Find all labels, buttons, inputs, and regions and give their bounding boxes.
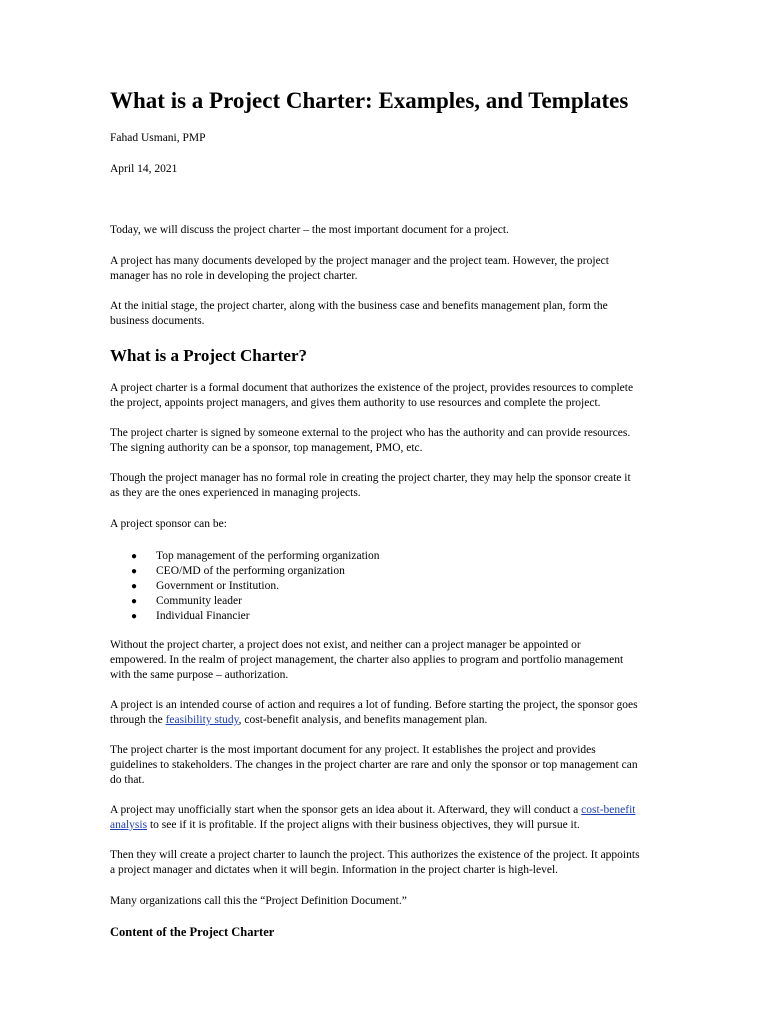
text-line: Though the project manager has no formal role in creating the project charter, they may help the sponsor create it <box>110 472 631 484</box>
text-line: Today, we will discuss the project charter – the most important document for a project. <box>110 224 509 236</box>
text-segment: A project may unofficially start when the sponsor gets an idea about it. Afterward, they will conduct a <box>110 804 582 816</box>
text-line <box>110 713 706 728</box>
intro-paragraph-2 <box>110 254 706 284</box>
text-segment: , cost-benefit analysis, and benefits management plan. <box>238 714 488 726</box>
sponsor-intro-paragraph <box>110 517 706 532</box>
text-line: The project charter is the most important document for any project. It establishes the project and provides <box>110 744 596 756</box>
text-line: the project, appoints project managers, and gives them authority to use resources and complete the project. <box>110 397 601 409</box>
text-line: A project charter is a formal document that authorizes the existence of the project, provides resources to complete <box>110 382 634 394</box>
section-heading-what-is-charter: What is a Project Charter? <box>110 346 308 365</box>
cost-benefit-analysis-link-continued[interactable]: analysis <box>110 819 148 831</box>
list-item-text: Top management of the performing organization <box>156 550 380 562</box>
section-heading-content: Content of the Project Charter <box>110 925 275 939</box>
text-line: a project manager and dictates when it will begin. Information in the project charter is high-level. <box>110 864 559 876</box>
definition-document-paragraph <box>110 894 706 909</box>
no-charter-paragraph <box>110 638 706 683</box>
text-segment: through the <box>110 714 166 726</box>
text-line: The signing authority can be a sponsor, top management, PMO, etc. <box>110 442 423 454</box>
unofficial-start-paragraph <box>110 803 706 833</box>
text-line: The project charter is signed by someone external to the project who has the authority and can provide resources. <box>110 427 631 439</box>
importance-paragraph <box>110 743 706 788</box>
text-line: Without the project charter, a project does not exist, and neither can a project manager be appointed or <box>110 639 581 651</box>
definition-paragraph <box>110 381 706 411</box>
intro-paragraph-1 <box>110 223 706 238</box>
list-item <box>110 564 379 579</box>
text-line: Many organizations call this the “Project Definition Document.” <box>110 895 407 907</box>
text-line: as they are the ones experienced in managing projects. <box>110 487 361 499</box>
pm-role-paragraph <box>110 471 706 501</box>
text-line: with the same purpose – authorization. <box>110 669 289 681</box>
text-line <box>110 803 706 818</box>
bullet-icon: ● <box>131 611 138 622</box>
text-line: guidelines to stakeholders. The changes in the project charter are rare and only the sponsor or top management can <box>110 759 638 771</box>
text-line: A project has many documents developed by the project manager and the project team. However, the project <box>110 255 609 267</box>
signing-paragraph <box>110 426 706 456</box>
list-item-text: Government or Institution. <box>156 580 279 592</box>
bullet-icon: ● <box>131 551 138 562</box>
text-line: do that. <box>110 774 145 786</box>
list-item-text: CEO/MD of the performing organization <box>156 565 345 577</box>
bullet-icon: ● <box>131 581 138 592</box>
text-line <box>110 818 706 833</box>
list-item <box>110 609 379 624</box>
launch-paragraph <box>110 848 706 878</box>
author-name: Fahad Usmani, PMP <box>110 132 206 144</box>
funding-paragraph <box>110 698 706 728</box>
feasibility-study-link[interactable]: feasibility study <box>165 714 239 726</box>
publish-date: April 14, 2021 <box>110 163 178 175</box>
text-line: business documents. <box>110 315 205 327</box>
list-item-text: Community leader <box>156 595 242 607</box>
list-item <box>110 594 379 609</box>
intro-paragraph-3 <box>110 299 706 329</box>
list-item <box>110 549 379 564</box>
text-line: empowered. In the realm of project management, the charter also applies to program and portfolio management <box>110 654 624 666</box>
text-line: A project is an intended course of action and requires a lot of funding. Before starting the project, the sponsor goes <box>110 699 638 711</box>
text-line: A project sponsor can be: <box>110 518 227 530</box>
article-title: What is a Project Charter: Examples, and Templates <box>110 88 629 113</box>
text-line: Then they will create a project charter to launch the project. This authorizes the existence of the project. It appoints <box>110 849 640 861</box>
list-item <box>110 579 379 594</box>
text-segment: to see if it is profitable. If the project aligns with their business objectives, they will pursue it. <box>147 819 580 831</box>
list-item-text: Individual Financier <box>156 610 250 622</box>
text-line: manager has no role in developing the project charter. <box>110 270 358 282</box>
text-line: At the initial stage, the project charter, along with the business case and benefits management plan, form the <box>110 300 608 312</box>
bullet-icon: ● <box>131 596 138 607</box>
sponsor-list <box>110 549 379 624</box>
cost-benefit-analysis-link[interactable]: cost-benefit <box>581 804 636 816</box>
bullet-icon: ● <box>131 566 138 577</box>
